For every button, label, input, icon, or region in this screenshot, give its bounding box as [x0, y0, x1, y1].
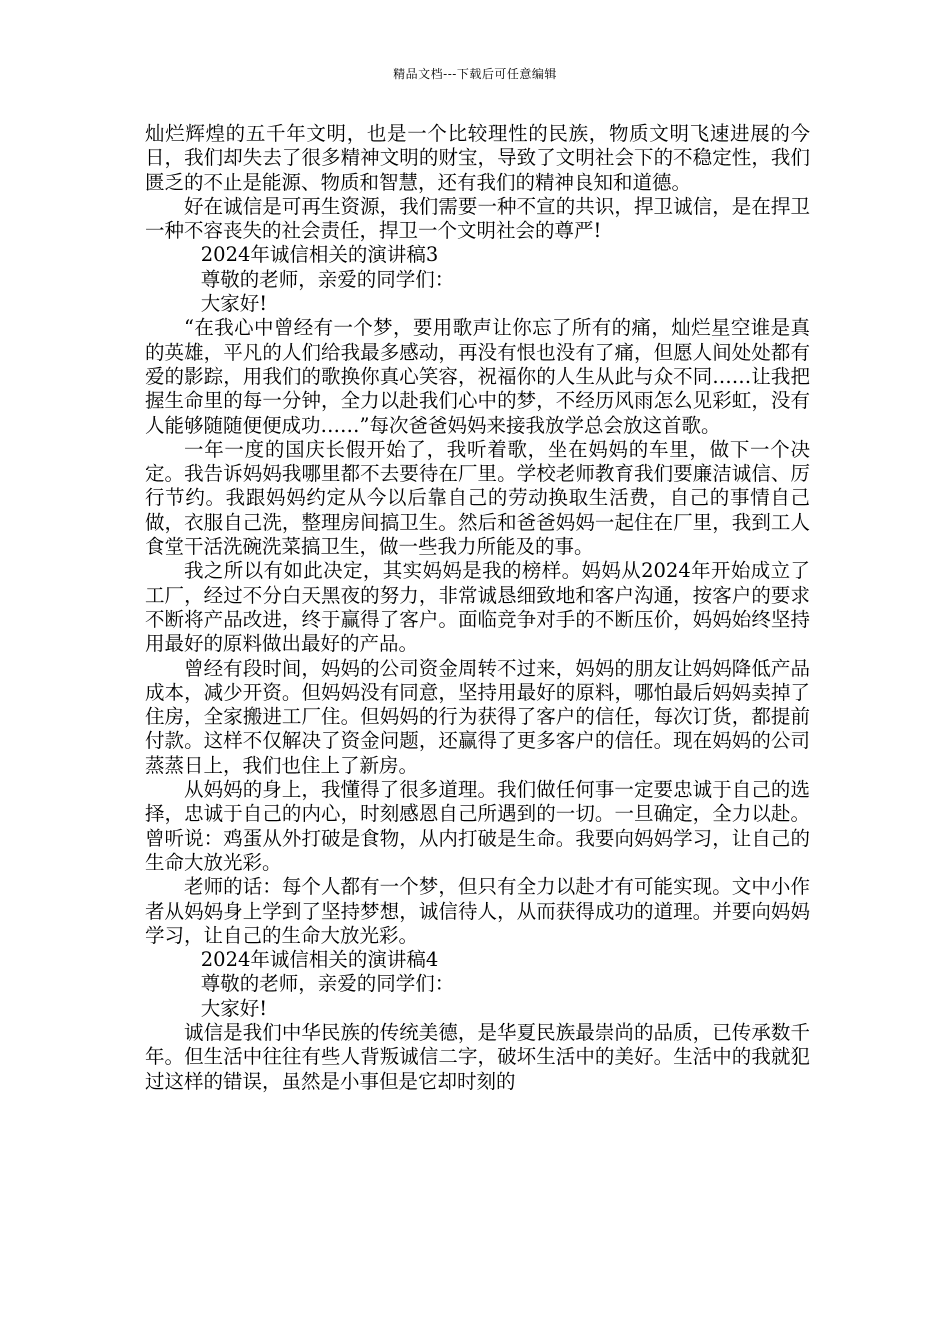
- paragraph: 曾经有段时间，妈妈的公司资金周转不过来，妈妈的朋友让妈妈降低产品成本，减少开资。但妈妈没有同意，坚持用最好的原料，哪怕最后妈妈卖掉了住房，全家搬进工厂住。但妈妈的行为获得了客户的信任，每次订货，都提前付款。这样不仅解决了资金问题，还赢得了更多客户的信任。现在妈妈的公司蒸蒸日上，我们也住上了新房。: [145, 656, 810, 777]
- paragraph: 老师的话：每个人都有一个梦，但只有全力以赴才有可能实现。文中小作者从妈妈身上学到了坚持梦想，诚信待人，从而获得成功的道理。并要向妈妈学习，让自己的生命大放光彩。: [145, 875, 810, 947]
- document-body: [145, 122, 810, 1094]
- speech-title: 2024年诚信相关的演讲稿3: [200, 243, 439, 267]
- paragraph: 从妈妈的身上，我懂得了很多道理。我们做任何事一定要忠诚于自己的选择，忠诚于自己的内心，时刻感恩自己所遇到的一切。一旦确定，全力以赴。曾听说：鸡蛋从外打破是食物，从内打破是生命。我要向妈妈学习，让自己的生命大放光彩。: [145, 778, 810, 874]
- paragraph: “在我心中曾经有一个梦，要用歌声让你忘了所有的痛，灿烂星空谁是真的英雄，平凡的人们给我最多感动，再没有恨也没有了痛，但愿人间处处都有爱的影踪，用我们的歌换你真心笑容，祝福你的人生从此与众不同……让我把握生命里的每一分钟，全力以赴我们心中的梦，不经历风雨怎么见彩虹，没有人能够随随便便成功……”每次爸爸妈妈来接我放学总会放这首歌。: [145, 316, 810, 437]
- salutation: 尊敬的老师，亲爱的同学们：: [200, 972, 455, 996]
- paragraph: 一年一度的国庆长假开始了，我听着歌，坐在妈妈的车里，做下一个决定。我告诉妈妈我哪里都不去要待在厂里。学校老师教育我们要廉洁诚信、厉行节约。我跟妈妈约定从今以后靠自己的劳动换取生活费，自己的事情自己做，衣服自己洗，整理房间搞卫生。然后和爸爸妈妈一起住在厂里，我到工人食堂干活洗碗洗菜搞卫生，做一些我力所能及的事。: [145, 437, 810, 559]
- greeting: 大家好!: [200, 996, 268, 1020]
- greeting: 大家好!: [200, 292, 268, 316]
- speech-title: 2024年诚信相关的演讲稿4: [200, 948, 439, 972]
- page-header: 精品文档---下载后可任意编辑: [393, 67, 557, 81]
- paragraph: 好在诚信是可再生资源，我们需要一种不宣的共识，捍卫诚信，是在捍卫一种不容丧失的社会责任，捍卫一个文明社会的尊严!: [145, 194, 810, 243]
- salutation: 尊敬的老师，亲爱的同学们：: [200, 267, 455, 291]
- paragraph: 灿烂辉煌的五千年文明，也是一个比较理性的民族，物质文明飞速进展的今日，我们却失去了很多精神文明的财宝，导致了文明社会下的不稳定性，我们匮乏的不止是能源、物质和智慧，还有我们的精神良知和道德。: [145, 122, 810, 194]
- paragraph: 诚信是我们中华民族的传统美德，是华夏民族最崇尚的品质，已传承数千年。但生活中往往有些人背叛诚信二字，破坏生活中的美好。生活中的我就犯过这样的错误，虽然是小事但是它却时刻的: [145, 1020, 810, 1093]
- paragraph: 我之所以有如此决定，其实妈妈是我的榜样。妈妈从2024年开始成立了工厂，经过不分白天黑夜的努力，非常诚恳细致地和客户沟通，按客户的要求不断将产品改进，终于赢得了客户。面临竞争对手的不断压价，妈妈始终坚持用最好的原料做出最好的产品。: [145, 559, 810, 656]
